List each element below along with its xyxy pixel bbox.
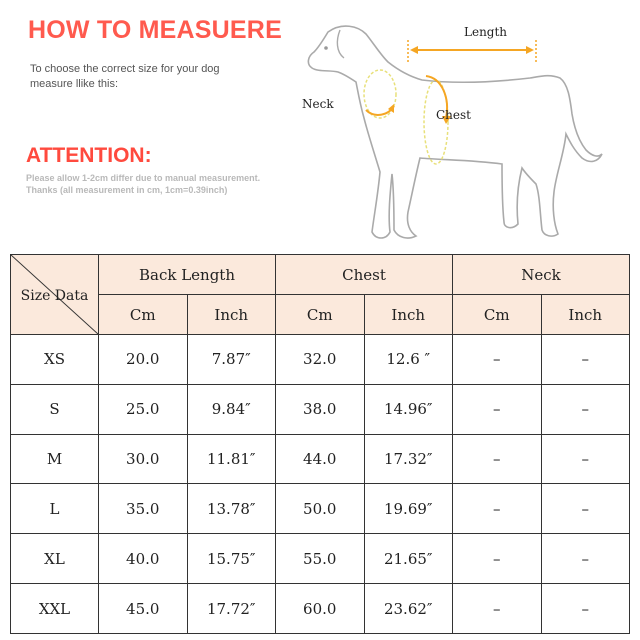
value-cell: 60.0 bbox=[276, 584, 365, 634]
attention-note-line-1: Please allow 1-2cm differ due to manual measurement. bbox=[26, 173, 261, 183]
value-cell: 45.0 bbox=[99, 584, 188, 634]
value-cell: 44.0 bbox=[276, 434, 365, 484]
value-cell: – bbox=[453, 484, 542, 534]
value-cell: 17.32″ bbox=[364, 434, 453, 484]
attention-note-line-2: Thanks (all measurement in cm, 1cm=0.39inch) bbox=[26, 185, 228, 195]
unit-header: Inch bbox=[541, 295, 630, 335]
value-cell: 40.0 bbox=[99, 534, 188, 584]
value-cell: – bbox=[453, 335, 542, 385]
size-cell: S bbox=[11, 384, 99, 434]
attention-heading: ATTENTION: bbox=[26, 144, 152, 167]
table-row bbox=[11, 484, 630, 534]
value-cell: 11.81″ bbox=[187, 434, 276, 484]
size-chart-table bbox=[10, 254, 630, 634]
size-cell: L bbox=[11, 484, 99, 534]
unit-header: Cm bbox=[99, 295, 188, 335]
value-cell: – bbox=[541, 534, 630, 584]
value-cell: 12.6 ″ bbox=[364, 335, 453, 385]
size-data-label: Size Data bbox=[20, 288, 89, 304]
value-cell: 30.0 bbox=[99, 434, 188, 484]
instruction-text: To choose the correct size for your dog measure llike this: bbox=[30, 63, 220, 90]
length-arrow-head-left bbox=[410, 46, 418, 54]
unit-header: Cm bbox=[453, 295, 542, 335]
size-cell: XXL bbox=[11, 584, 99, 634]
size-cell: XL bbox=[11, 534, 99, 584]
neck-label: Neck bbox=[302, 97, 334, 111]
value-cell: 14.96″ bbox=[364, 384, 453, 434]
value-cell: 7.87″ bbox=[187, 335, 276, 385]
dog-silhouette bbox=[308, 26, 602, 238]
size-cell: M bbox=[11, 434, 99, 484]
value-cell: 13.78″ bbox=[187, 484, 276, 534]
length-arrow-head-right bbox=[526, 46, 534, 54]
unit-header: Inch bbox=[187, 295, 276, 335]
value-cell: – bbox=[453, 534, 542, 584]
value-cell: 25.0 bbox=[99, 384, 188, 434]
value-cell: 23.62″ bbox=[364, 584, 453, 634]
table-row bbox=[11, 584, 630, 634]
size-cell: XS bbox=[11, 335, 99, 385]
unit-header: Cm bbox=[276, 295, 365, 335]
value-cell: 38.0 bbox=[276, 384, 365, 434]
value-cell: 17.72″ bbox=[187, 584, 276, 634]
table-row bbox=[11, 335, 630, 385]
value-cell: – bbox=[453, 434, 542, 484]
table-row bbox=[11, 384, 630, 434]
chest-label: Chest bbox=[436, 108, 471, 122]
chest-header: Chest bbox=[276, 255, 453, 295]
page-title: HOW TO MEASUERE bbox=[28, 16, 282, 44]
unit-header: Inch bbox=[364, 295, 453, 335]
value-cell: 32.0 bbox=[276, 335, 365, 385]
neck-header: Neck bbox=[453, 255, 630, 295]
back-length-header: Back Length bbox=[99, 255, 276, 295]
value-cell: – bbox=[453, 584, 542, 634]
value-cell: – bbox=[541, 434, 630, 484]
dog-measurement-diagram bbox=[296, 18, 626, 254]
value-cell: 20.0 bbox=[99, 335, 188, 385]
value-cell: 19.69″ bbox=[364, 484, 453, 534]
length-label: Length bbox=[464, 25, 508, 39]
attention-note bbox=[26, 172, 260, 196]
table-row bbox=[11, 534, 630, 584]
value-cell: 35.0 bbox=[99, 484, 188, 534]
value-cell: 15.75″ bbox=[187, 534, 276, 584]
value-cell: 55.0 bbox=[276, 534, 365, 584]
value-cell: – bbox=[541, 484, 630, 534]
value-cell: 9.84″ bbox=[187, 384, 276, 434]
value-cell: – bbox=[453, 384, 542, 434]
size-data-corner bbox=[11, 255, 99, 335]
value-cell: – bbox=[541, 384, 630, 434]
table-row bbox=[11, 434, 630, 484]
value-cell: – bbox=[541, 584, 630, 634]
dog-eye bbox=[324, 46, 328, 50]
value-cell: – bbox=[541, 335, 630, 385]
value-cell: 50.0 bbox=[276, 484, 365, 534]
value-cell: 21.65″ bbox=[364, 534, 453, 584]
